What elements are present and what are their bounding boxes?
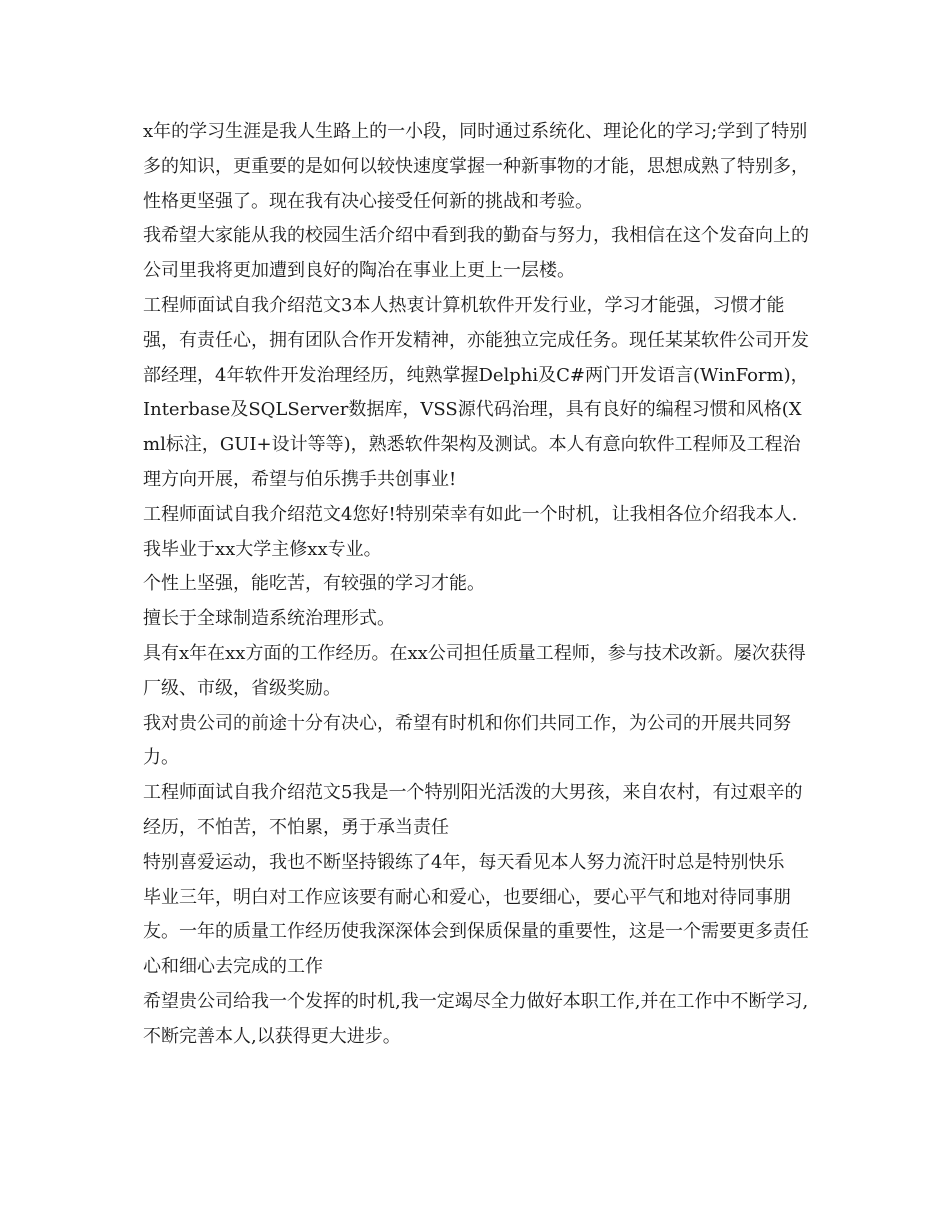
paragraph: 毕业三年，明白对工作应该要有耐心和爱心，也要细心，要心平气和地对待同事朋友。一年的质量工作经历使我深深体会到保质保量的重要性，这是一个需要更多责任心和细心去完成的工作 [143, 886, 809, 978]
paragraph: 擅长于全球制造系统治理形式。 [143, 608, 395, 630]
paragraph: 我希望大家能从我的校园生活介绍中看到我的勤奋与努力，我相信在这个发奋向上的公司里我将更加遭到良好的陶冶在事业上更上一层楼。 [143, 225, 809, 282]
paragraph: x年的学习生涯是我人生路上的一小段，同时通过系统化、理论化的学习;学到了特别多的知识，更重要的是如何以较快速度掌握一种新事物的才能，思想成熟了特别多，性格更坚强了。现在我有决心接受任何新的挑战和考验。 [143, 121, 809, 212]
document-body [143, 115, 811, 1055]
paragraph: 希望贵公司给我一个发挥的时机,我一定竭尽全力做好本职工作,并在工作中不断学习,不断完善本人,以获得更大进步。 [143, 990, 809, 1047]
paragraph: 具有x年在xx方面的工作经历。在xx公司担任质量工程师，参与技术改新。屡次获得厂级、市级，省级奖励。 [143, 642, 806, 699]
paragraph: 工程师面试自我介绍范文4您好!特别荣幸有如此一个时机，让我相各位介绍我本人.我毕业于xx大学主修xx专业。 [143, 503, 798, 560]
paragraph: 特别喜爱运动，我也不断坚持锻练了4年，每天看见本人努力流汗时总是特别快乐 [143, 851, 785, 873]
paragraph: 工程师面试自我介绍范文3本人热衷计算机软件开发行业，学习才能强，习惯才能强，有责任心，拥有团队合作开发精神，亦能独立完成任务。现任某某软件公司开发部经理，4年软件开发治理经历，纯熟掌握Delphi及C#两门开发语言(WinForm)，Interbase及SQLServer数据库，VSS源代码治理，具有良好的编程习惯和风格(Xml标注，GUI+设计等等)，熟悉软件架构及测试。本人有意向软件工程师及工程治理方向开展，希望与伯乐携手共创事业! [143, 294, 809, 490]
paragraph: 工程师面试自我介绍范文5我是一个特别阳光活泼的大男孩，来自农村，有过艰辛的经历，不怕苦，不怕累，勇于承当责任 [143, 782, 803, 838]
paragraph: 个性上坚强，能吃苦，有较强的学习才能。 [143, 573, 485, 595]
paragraph: 我对贵公司的前途十分有决心，希望有时机和你们共同工作，为公司的开展共同努力。 [143, 712, 791, 769]
